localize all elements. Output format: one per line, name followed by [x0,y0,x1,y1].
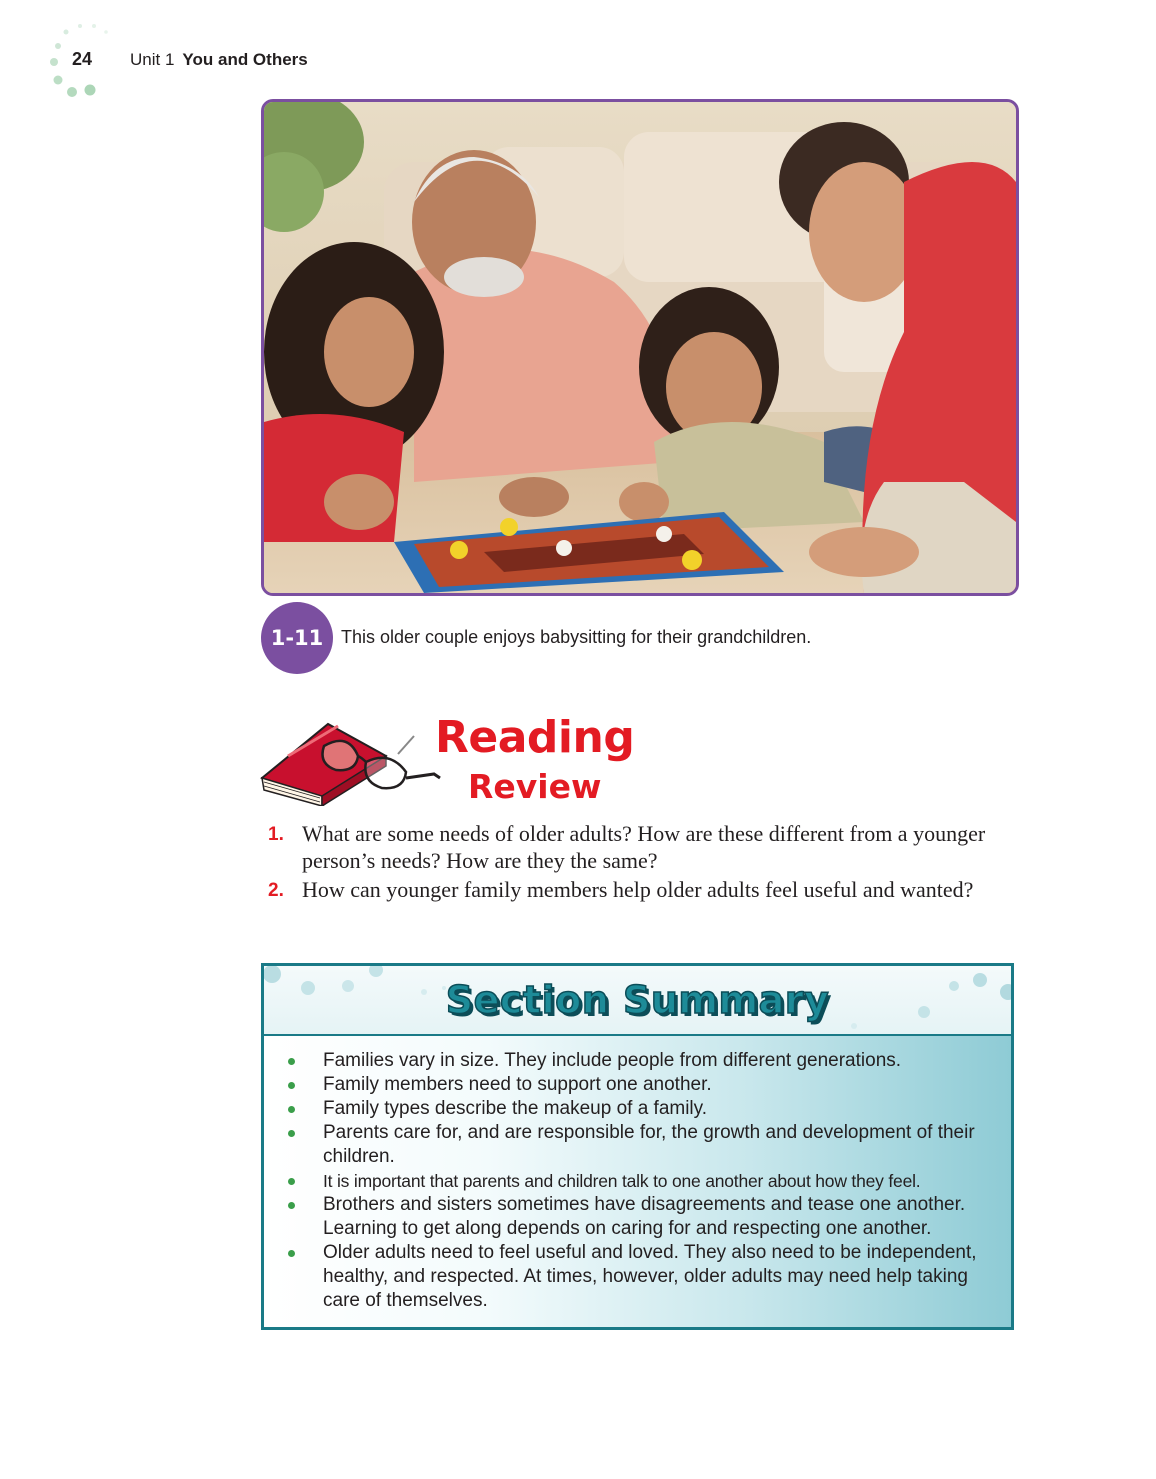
summary-item-text: Older adults need to feel useful and loved. They also need to be independent, healthy, and respected. At times, however, older adults may need help taking care of themselves. [323,1242,977,1311]
question-text: What are some needs of older adults? How are these different from a younger person’s needs? How are they the same? [302,821,986,873]
section-summary-box [261,963,1014,1330]
figure-number-badge: 1-11 [261,602,333,674]
family-photo [261,99,1019,596]
summary-item [286,1241,1006,1313]
summary-item-text: Parents care for, and are responsible for, the growth and development of their children. [323,1122,975,1167]
summary-item [286,1169,1006,1193]
review-questions [268,820,1008,905]
bullet-icon [288,1202,295,1209]
summary-item-text: Family types describe the makeup of a family. [323,1098,708,1119]
summary-item [286,1121,1006,1169]
bullet-icon [288,1250,295,1257]
summary-item-text: Families vary in size. They include people from different generations. [323,1050,902,1071]
unit-label: Unit 1 [130,50,175,69]
question-number: 2. [268,880,284,901]
summary-list [286,1049,1006,1313]
reading-review-subtitle: Review [468,767,602,806]
summary-item [286,1073,1006,1097]
family-board-game-illustration [264,102,1016,593]
unit-title: You and Others [182,50,308,69]
summary-item-text: It is important that parents and children talk to one another about how they feel. [323,1171,921,1191]
question-number: 1. [268,824,284,845]
bullet-icon [288,1178,295,1185]
running-head [130,50,308,70]
review-question [268,876,1008,903]
summary-item [286,1049,1006,1073]
section-summary-header [264,966,1011,1036]
bullet-icon [288,1106,295,1113]
bullet-icon [288,1130,295,1137]
summary-item-text: Brothers and sisters sometimes have disagreements and tease one another. Learning to get along depends on caring for and respecting one another. [323,1194,966,1239]
page-number: 24 [72,49,93,69]
question-text: How can younger family members help older adults feel useful and wanted? [302,877,974,902]
summary-item [286,1193,1006,1241]
bullet-icon [288,1058,295,1065]
book-and-glasses-icon [258,716,448,806]
bullet-icon [288,1082,295,1089]
reading-review-title: Reading [435,712,635,763]
section-summary-title: Section Summary [445,978,830,1022]
summary-item [286,1097,1006,1121]
summary-item-text: Family members need to support one another. [323,1074,712,1095]
review-question [268,820,1008,874]
figure-caption: This older couple enjoys babysitting for their grandchildren. [341,627,812,647]
